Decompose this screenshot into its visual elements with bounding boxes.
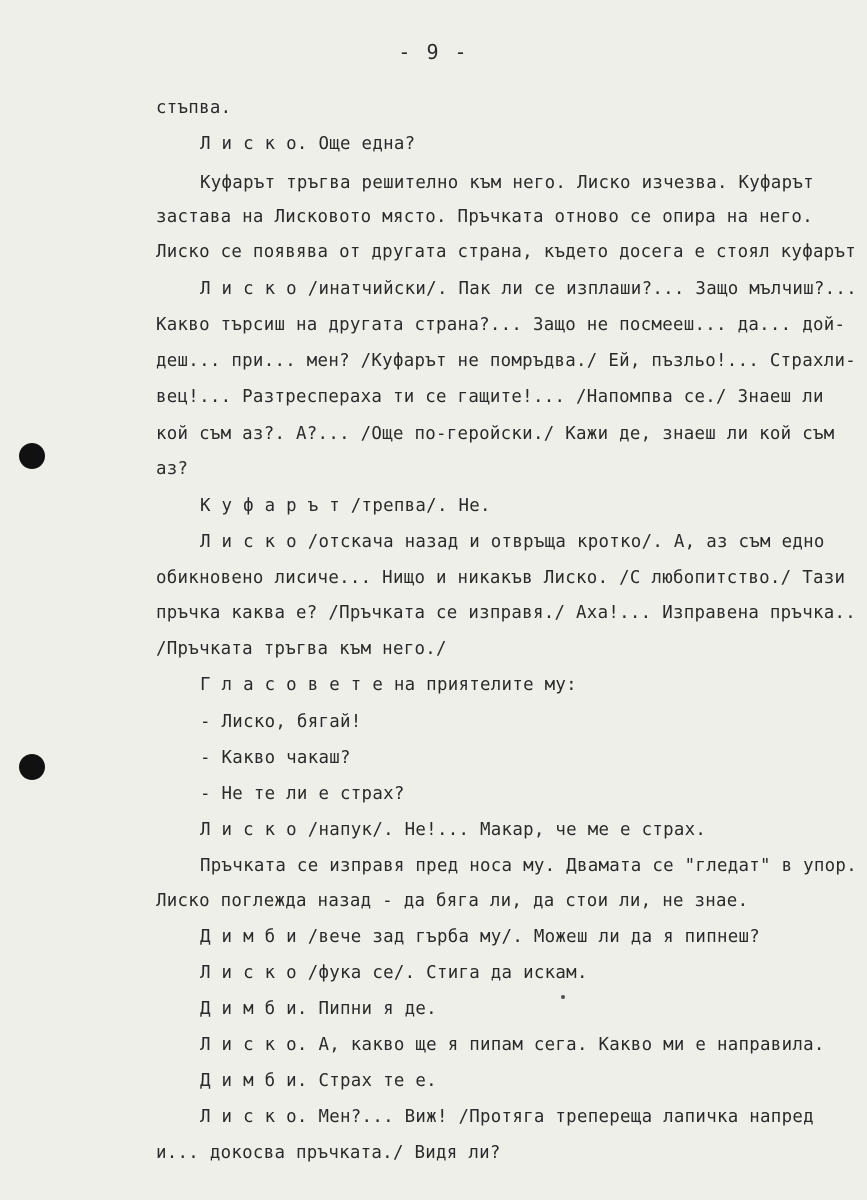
text-line: застава на Лисковото място. Пръчката отново се опира на него.: [156, 207, 813, 227]
text-line: Пръчката се изправя пред носа му. Двамата се "гледат" в упор.: [200, 856, 857, 876]
text-line: пръчка каква е? /Пръчката се изправя./ Аха!... Изправена пръчка..: [156, 603, 857, 623]
text-line: Лиско се появява от другата страна, където досега е стоял куфарът: [156, 242, 857, 262]
text-line: Л и с к о. А, какво ще я пипам сега. Какво ми е направила.: [200, 1035, 825, 1055]
punch-hole: [19, 443, 45, 469]
text-line: - Какво чакаш?: [200, 748, 351, 768]
text-line: К у ф а р ъ т /трепва/. Не.: [200, 496, 491, 516]
text-line: Л и с к о. Още една?: [200, 134, 416, 154]
text-line: Л и с к о. Мен?... Виж! /Протяга трепереща лапичка напред: [200, 1107, 814, 1127]
text-line: Л и с к о /напук/. Не!... Макар, че ме е страх.: [200, 820, 707, 840]
text-line: Л и с к о /фука се/. Стига да искам.: [200, 963, 588, 983]
text-line: /Пръчката тръгва към него./: [156, 639, 447, 659]
text-line: - Не те ли е страх?: [200, 784, 405, 804]
text-line: и... докосва пръчката./ Видя ли?: [156, 1143, 501, 1163]
text-line: стъпва.: [156, 98, 232, 118]
text-line: обикновено лисиче... Нищо и никакъв Лиско. /С любопитство./ Тази: [156, 568, 846, 588]
text-line: кой съм аз?. А?... /Още по-геройски./ Кажи де, знаеш ли кой съм: [156, 424, 835, 444]
text-line: Д и м б и. Страх те е.: [200, 1071, 437, 1091]
text-line: Л и с к о /отскача назад и отвръща кротко/. А, аз съм едно: [200, 532, 825, 552]
punch-hole: [19, 754, 45, 780]
text-line: Д и м б и /вече зад гърба му/. Можеш ли да я пипнеш?: [200, 927, 761, 947]
text-line: вец!... Разтреспераха ти се гащите!... /Напомпва се./ Знаеш ли: [156, 387, 824, 407]
text-line: аз?: [156, 459, 189, 479]
text-line: Г л а с о в е т е на приятелите му:: [200, 675, 577, 695]
text-line: Л и с к о /инатчийски/. Пак ли се изплаши?... Защо мълчиш?...: [200, 279, 857, 299]
text-line: - Лиско, бягай!: [200, 712, 362, 732]
text-line: Куфарът тръгва решително към него. Лиско изчезва. Куфарът: [200, 173, 814, 193]
text-line: Д и м б и. Пипни я де.: [200, 999, 437, 1019]
text-line: деш... при... мен? /Куфарът не помръдва./ Ей, пъзльо!... Страхли-: [156, 351, 857, 371]
text-line: Лиско поглежда назад - да бяга ли, да стои ли, не знае.: [156, 891, 749, 911]
page-number: - 9 -: [398, 40, 469, 64]
ink-speck: [561, 995, 565, 999]
text-line: Какво търсиш на другата страна?... Защо не посмееш... да... дой-: [156, 315, 846, 335]
